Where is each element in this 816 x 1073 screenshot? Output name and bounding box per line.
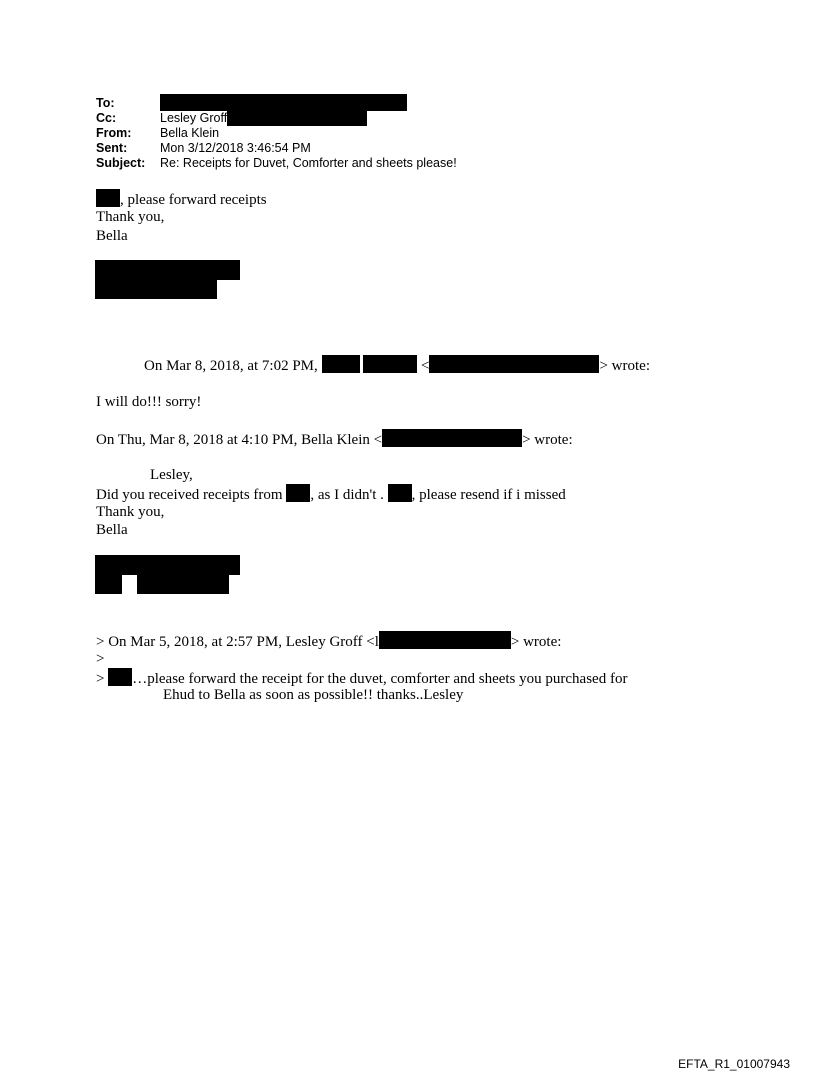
from-label: From: [96, 126, 132, 140]
document-id: EFTA_R1_01007943 [678, 1057, 790, 1071]
subject-label: Subject: [96, 156, 146, 170]
redaction [429, 355, 599, 373]
quote3-gt: > [96, 651, 105, 667]
quote1-reply: I will do!!! sorry! [96, 394, 202, 410]
quote3-line1: > …please forward the receipt for the duvet, comforter and sheets you purchased for [96, 668, 627, 689]
redaction [388, 484, 412, 502]
redaction [227, 111, 367, 126]
from-value: Bella Klein [160, 126, 220, 140]
cc-label: Cc: [96, 111, 117, 125]
redaction [160, 94, 407, 111]
sent-value: Mon 3/12/2018 3:46:54 PM [160, 141, 311, 155]
redaction [96, 189, 120, 207]
quote2-line1: Did you received receipts from , as I didn't . , please resend if i missed [96, 484, 566, 505]
redaction [363, 355, 417, 373]
subject-value: Re: Receipts for Duvet, Comforter and sheets please! [160, 156, 457, 170]
signature-redaction [95, 555, 240, 575]
signature-redaction [95, 575, 122, 594]
cc-value: Lesley Groff [160, 111, 228, 125]
quote2-line3: Bella [96, 522, 128, 538]
redaction [379, 631, 511, 649]
quote2-greeting: Lesley, [150, 467, 193, 483]
signature-redaction [95, 280, 217, 299]
body1-line1: , please forward receipts [96, 189, 267, 210]
redaction [322, 355, 360, 373]
redaction [382, 429, 522, 447]
quote2-intro: On Thu, Mar 8, 2018 at 4:10 PM, Bella Klein < > wrote: [96, 429, 573, 450]
body1-line2: Thank you, [96, 209, 165, 225]
redaction [108, 668, 132, 686]
body1-line3: Bella [96, 228, 128, 244]
signature-redaction [137, 575, 229, 594]
quote1-intro: On Mar 8, 2018, at 7:02 PM, < > wrote: [144, 355, 650, 376]
quote2-line2: Thank you, [96, 504, 165, 520]
sent-label: Sent: [96, 141, 128, 155]
quote3-intro: > On Mar 5, 2018, at 2:57 PM, Lesley Groff <l > wrote: [96, 631, 561, 652]
redaction [286, 484, 310, 502]
quote3-line2: Ehud to Bella as soon as possible!! thanks..Lesley [163, 687, 464, 703]
to-label: To: [96, 96, 115, 110]
signature-redaction [95, 260, 240, 280]
